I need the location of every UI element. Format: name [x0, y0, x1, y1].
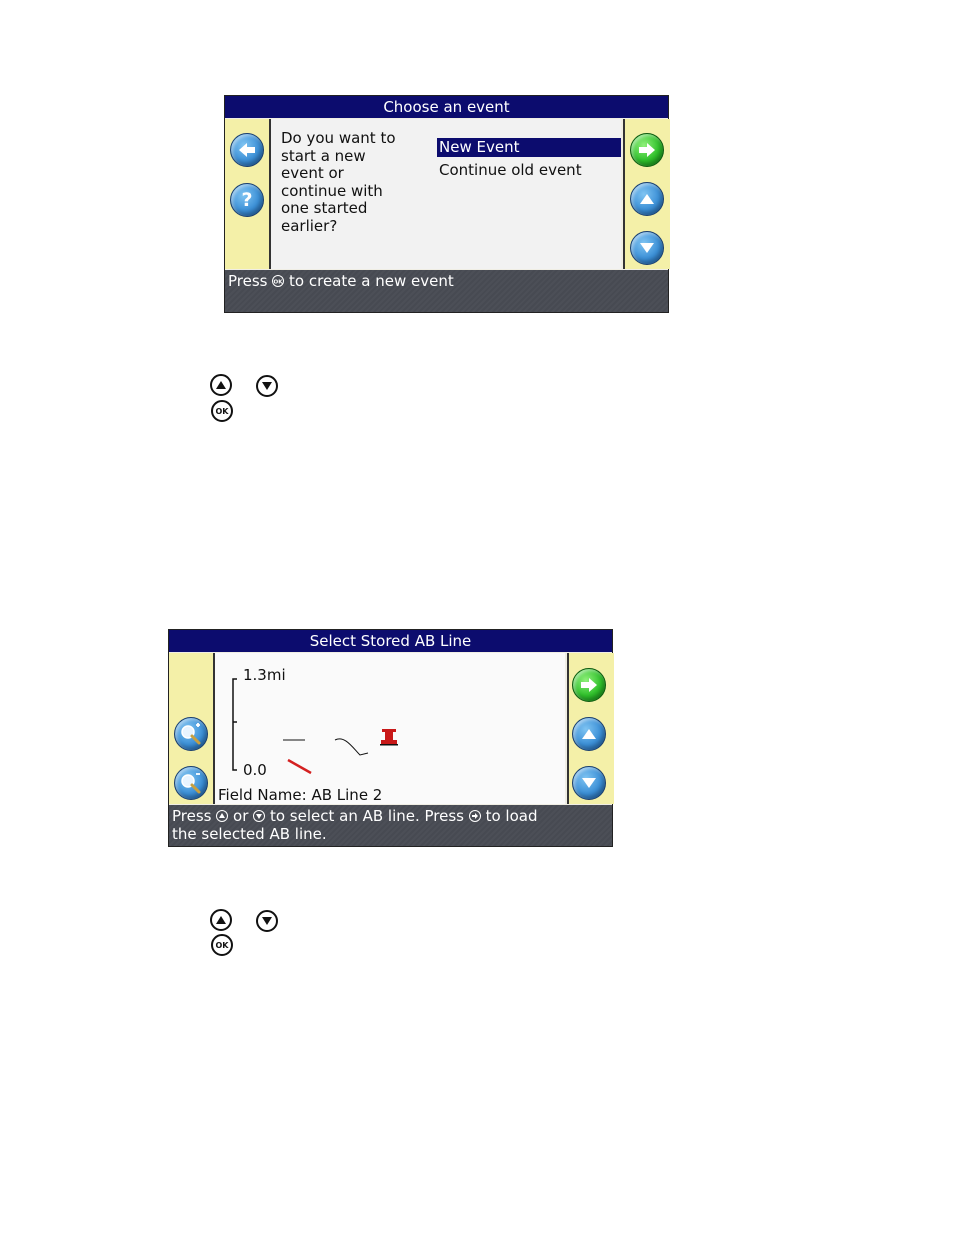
message-area — [271, 119, 621, 269]
select-ab-line-screen — [168, 629, 613, 847]
ab-line-selected — [288, 760, 311, 773]
prompt-line: continue with — [281, 181, 383, 200]
prompt-line: Do you want to — [281, 129, 396, 147]
zoom-out-icon[interactable] — [174, 766, 208, 800]
status-line: the selected AB line. — [172, 825, 327, 843]
next-icon — [469, 810, 481, 822]
down-key-icon — [256, 375, 278, 397]
up-arrow-icon[interactable] — [630, 182, 664, 216]
right-button-panel — [567, 653, 614, 804]
status-text: to select an AB line. Press — [269, 807, 465, 825]
down-arrow-icon[interactable] — [572, 766, 606, 800]
prompt-line: start a new — [281, 146, 366, 165]
ok-key-icon — [211, 934, 233, 956]
next-icon[interactable] — [572, 668, 606, 702]
scale-top-label: 1.3mi — [243, 666, 286, 684]
svg-text:OK: OK — [273, 279, 283, 286]
status-text: Press — [228, 272, 268, 290]
option-continue-old-event[interactable]: Continue old event — [439, 161, 582, 179]
svg-text:OK: OK — [215, 941, 229, 950]
left-button-panel — [225, 119, 271, 269]
down-key-icon — [256, 910, 278, 932]
help-icon[interactable]: ? — [230, 183, 264, 217]
choose-event-screen — [224, 95, 669, 313]
right-button-panel — [623, 119, 670, 269]
back-icon[interactable] — [230, 133, 264, 167]
status-bar — [169, 805, 612, 846]
ok-icon — [272, 275, 284, 287]
prompt-line: one started — [281, 199, 368, 218]
zoom-in-icon[interactable] — [174, 717, 208, 751]
next-icon[interactable] — [630, 133, 664, 167]
up-key-icon — [210, 374, 232, 396]
status-text: or — [233, 807, 249, 825]
status-line — [172, 807, 609, 825]
status-text: to create a new event — [289, 272, 454, 290]
scale-bottom-label: 0.0 — [243, 761, 267, 779]
map-area — [215, 653, 565, 804]
up-key-icon — [210, 909, 232, 931]
status-text: Press — [172, 807, 212, 825]
option-new-event[interactable]: New Event — [437, 138, 621, 157]
left-button-panel — [169, 653, 215, 804]
screen-title: Select Stored AB Line — [169, 630, 612, 652]
scale-bar — [233, 679, 237, 770]
vehicle-icon — [380, 729, 398, 746]
status-bar — [225, 270, 668, 312]
svg-text:OK: OK — [215, 407, 229, 416]
ok-key-icon — [211, 400, 233, 422]
down-icon — [253, 810, 265, 822]
status-text: to load — [485, 807, 538, 825]
up-icon — [216, 810, 228, 822]
down-arrow-icon[interactable] — [630, 231, 664, 265]
prompt-text — [281, 130, 426, 236]
prompt-line: earlier? — [281, 216, 338, 235]
prompt-line: event or — [281, 164, 344, 183]
field-name: Field Name: AB Line 2 — [218, 786, 383, 804]
up-arrow-icon[interactable] — [572, 717, 606, 751]
ab-line — [335, 739, 368, 755]
screen-title: Choose an event — [225, 96, 668, 118]
